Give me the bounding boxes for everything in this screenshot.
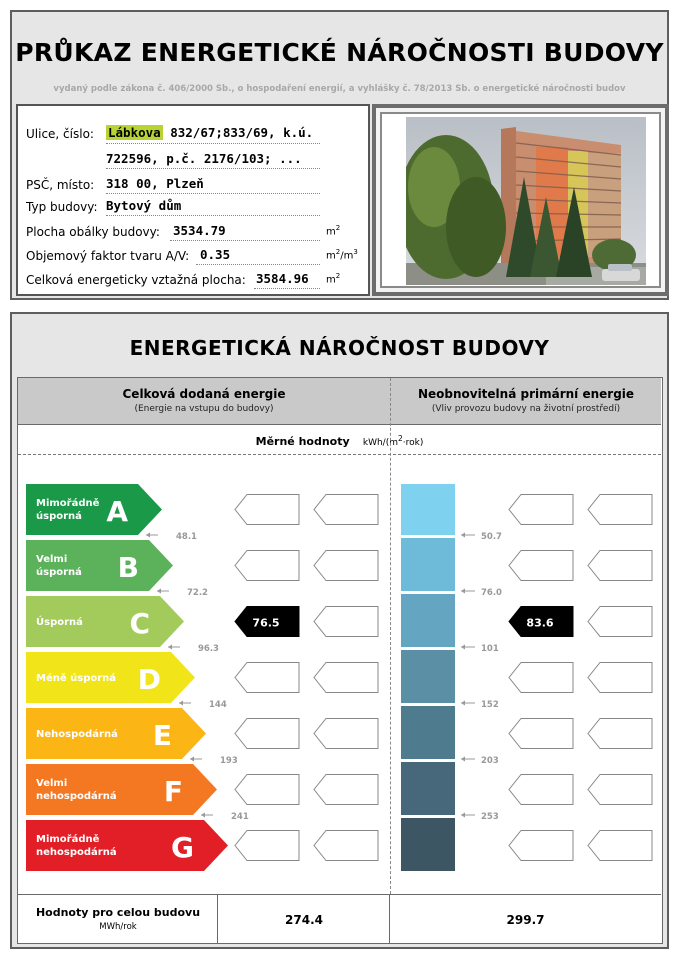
- left-threshold-head-2: [168, 645, 172, 650]
- left-threshold-5: 241: [231, 812, 249, 822]
- class-arrow-a: [26, 484, 162, 535]
- left-slot-0: [235, 495, 299, 525]
- left-slot-1: [235, 551, 299, 581]
- left-slot-4: [235, 719, 299, 749]
- right-threshold-head-2: [461, 645, 465, 650]
- right-slot2-6: [588, 831, 652, 861]
- right-threshold-head-1: [461, 589, 465, 594]
- document-title: PRŮKAZ ENERGETICKÉ NÁROČNOSTI BUDOVY: [15, 38, 664, 67]
- left-column-title: Celková dodaná energie: [122, 387, 286, 401]
- right-slot2-0: [588, 495, 652, 525]
- street-label: Ulice, číslo:: [26, 127, 94, 141]
- total-area-value: 3584.96: [256, 271, 309, 286]
- class-label2-g: nehospodárná: [36, 847, 117, 858]
- right-threshold-0: 50.7: [481, 532, 502, 542]
- left-threshold-2: 96.3: [198, 644, 219, 654]
- psc-value: 318 00, Plzeň: [106, 176, 204, 191]
- totals-row: [18, 894, 661, 943]
- class-arrow-g: [26, 820, 228, 871]
- column-header: [18, 378, 661, 425]
- type-underline: [106, 215, 320, 216]
- left-slot2-6: [314, 831, 378, 861]
- right-threshold-3: 152: [481, 700, 499, 710]
- right-slot-1: [509, 551, 573, 581]
- building-photo-frame: [372, 104, 669, 296]
- right-slot2-5: [588, 775, 652, 805]
- left-threshold-3: 144: [209, 700, 227, 710]
- street-highlight: Lábkova: [108, 125, 161, 140]
- right-threshold-4: 203: [481, 756, 499, 766]
- area-underline: [170, 240, 320, 241]
- right-column-title: Neobnovitelná primární energie: [417, 387, 635, 401]
- right-threshold-2: 101: [481, 644, 499, 654]
- factor-value: 0.35: [200, 247, 231, 262]
- right-slot-3: [509, 663, 573, 693]
- total-area-underline: [254, 288, 320, 289]
- left-slot2-5: [314, 775, 378, 805]
- class-label-f: Velmi: [36, 778, 68, 789]
- left-indicator-value: 76.5: [252, 616, 280, 630]
- specific-values-unit: kWh/$(m^2\cdot rok)$: [362, 434, 424, 448]
- left-threshold-head-1: [157, 589, 161, 594]
- right-slot2-3: [588, 663, 652, 693]
- totals-label-cell: [18, 895, 218, 944]
- totals-left-value: 274.4: [285, 913, 323, 927]
- left-column-subtitle: (Energie na vstupu do budovy): [134, 404, 274, 414]
- class-arrow-f: [26, 764, 217, 815]
- class-letter-f: F: [163, 775, 183, 808]
- right-bar-b: [401, 538, 455, 591]
- right-threshold-5: 253: [481, 812, 499, 822]
- left-threshold-1: 72.2: [187, 588, 208, 598]
- right-bar-c: [401, 594, 455, 647]
- class-label-d: Méně úsporná: [36, 673, 117, 684]
- left-threshold-4: 193: [220, 756, 238, 766]
- class-letter-c: C: [129, 607, 150, 640]
- left-slot2-3: [314, 663, 378, 693]
- right-bar-f: [401, 762, 455, 815]
- left-threshold-0: 48.1: [176, 532, 197, 542]
- street-value: [106, 125, 313, 140]
- building-photo: [406, 117, 646, 285]
- type-label: Typ budovy:: [26, 200, 98, 214]
- left-threshold-head-4: [190, 757, 194, 762]
- right-threshold-head-0: [461, 533, 465, 538]
- class-letter-a: A: [106, 495, 128, 528]
- left-slot2-1: [314, 551, 378, 581]
- class-label2-f: nehospodárná: [36, 791, 117, 802]
- right-slot2-1: [588, 551, 652, 581]
- left-threshold-head-0: [146, 533, 150, 538]
- right-threshold-head-5: [461, 813, 465, 818]
- psc-underline: [106, 193, 320, 194]
- factor-unit: $m^2/m^3$: [326, 248, 358, 262]
- street-value-line2: 722596, p.č. 2176/103; ...: [106, 151, 302, 166]
- area-value: 3534.79: [173, 223, 226, 238]
- right-threshold-head-4: [461, 757, 465, 762]
- document-subtitle: vydaný podle zákona č. 406/2000 Sb., o hospodaření energií, a vyhlášky č. 78/2013 Sb. o energetické náročnosti budov: [53, 84, 626, 94]
- left-slot2-0: [314, 495, 378, 525]
- street-underline: [106, 143, 320, 144]
- right-column-subtitle: (Vliv provozu budovy na životní prostředí): [431, 404, 621, 414]
- left-slot-6: [235, 831, 299, 861]
- left-slot2-4: [314, 719, 378, 749]
- specific-values-row: [18, 425, 661, 455]
- left-threshold-head-5: [201, 813, 205, 818]
- street-underline-2: [106, 168, 320, 169]
- class-label-g: Mimořádně: [36, 834, 100, 845]
- class-letter-d: D: [137, 663, 161, 696]
- left-slot-3: [235, 663, 299, 693]
- class-letter-b: B: [117, 551, 139, 584]
- total-area-label: Celková energeticky vztažná plocha:: [26, 273, 246, 287]
- class-label2-a: úsporná: [36, 511, 82, 522]
- class-letter-g: G: [171, 831, 194, 864]
- energy-scale: [18, 455, 661, 894]
- right-threshold-head-3: [461, 701, 465, 706]
- right-threshold-1: 76.0: [481, 588, 502, 598]
- class-label-b: Velmi: [36, 554, 68, 565]
- left-threshold-head-3: [179, 701, 183, 706]
- right-bar-d: [401, 650, 455, 703]
- factor-underline: [196, 264, 320, 265]
- right-slot2-4: [588, 719, 652, 749]
- class-label-e: Nehospodárná: [36, 729, 118, 740]
- right-slot-6: [509, 831, 573, 861]
- total-area-unit: $m^2$: [326, 272, 341, 286]
- totals-label: Hodnoty pro celou budovu: [35, 906, 201, 919]
- class-arrow-b: [26, 540, 173, 591]
- class-label2-b: úsporná: [36, 567, 82, 578]
- totals-unit: MWh/rok: [99, 922, 137, 932]
- building-photo-inner: [380, 112, 661, 288]
- psc-label: PSČ, místo:: [26, 178, 95, 192]
- right-indicator-value: 83.6: [526, 616, 554, 630]
- class-label-a: Mimořádně: [36, 498, 100, 509]
- class-letter-e: E: [152, 719, 172, 752]
- energy-panel-title: ENERGETICKÁ NÁROČNOST BUDOVY: [129, 336, 550, 360]
- factor-label: Objemový faktor tvaru A/V:: [26, 249, 190, 263]
- right-slot2-2: [588, 607, 652, 637]
- building-info-box: [16, 104, 370, 296]
- totals-left-cell: [218, 895, 390, 944]
- right-bar-a: [401, 484, 455, 535]
- street-rest: 832/67;833/69, k.ú.: [170, 125, 314, 140]
- totals-right-value: 299.7: [506, 913, 545, 927]
- right-bar-e: [401, 706, 455, 759]
- right-bar-g: [401, 818, 455, 871]
- left-slot2-2: [314, 607, 378, 637]
- right-slot-0: [509, 495, 573, 525]
- totals-right-cell: [390, 895, 661, 944]
- right-slot-4: [509, 719, 573, 749]
- energy-table: [17, 377, 663, 944]
- class-label-c: Úsporná: [36, 617, 83, 628]
- type-value: Bytový dům: [106, 198, 182, 213]
- specific-values-label: Měrné hodnoty: [255, 435, 350, 448]
- energy-panel: [10, 312, 669, 949]
- right-slot-5: [509, 775, 573, 805]
- left-slot-5: [235, 775, 299, 805]
- area-label: Plocha obálky budovy:: [26, 225, 160, 239]
- header-panel: [10, 10, 669, 300]
- area-unit: $m^2$: [326, 224, 341, 238]
